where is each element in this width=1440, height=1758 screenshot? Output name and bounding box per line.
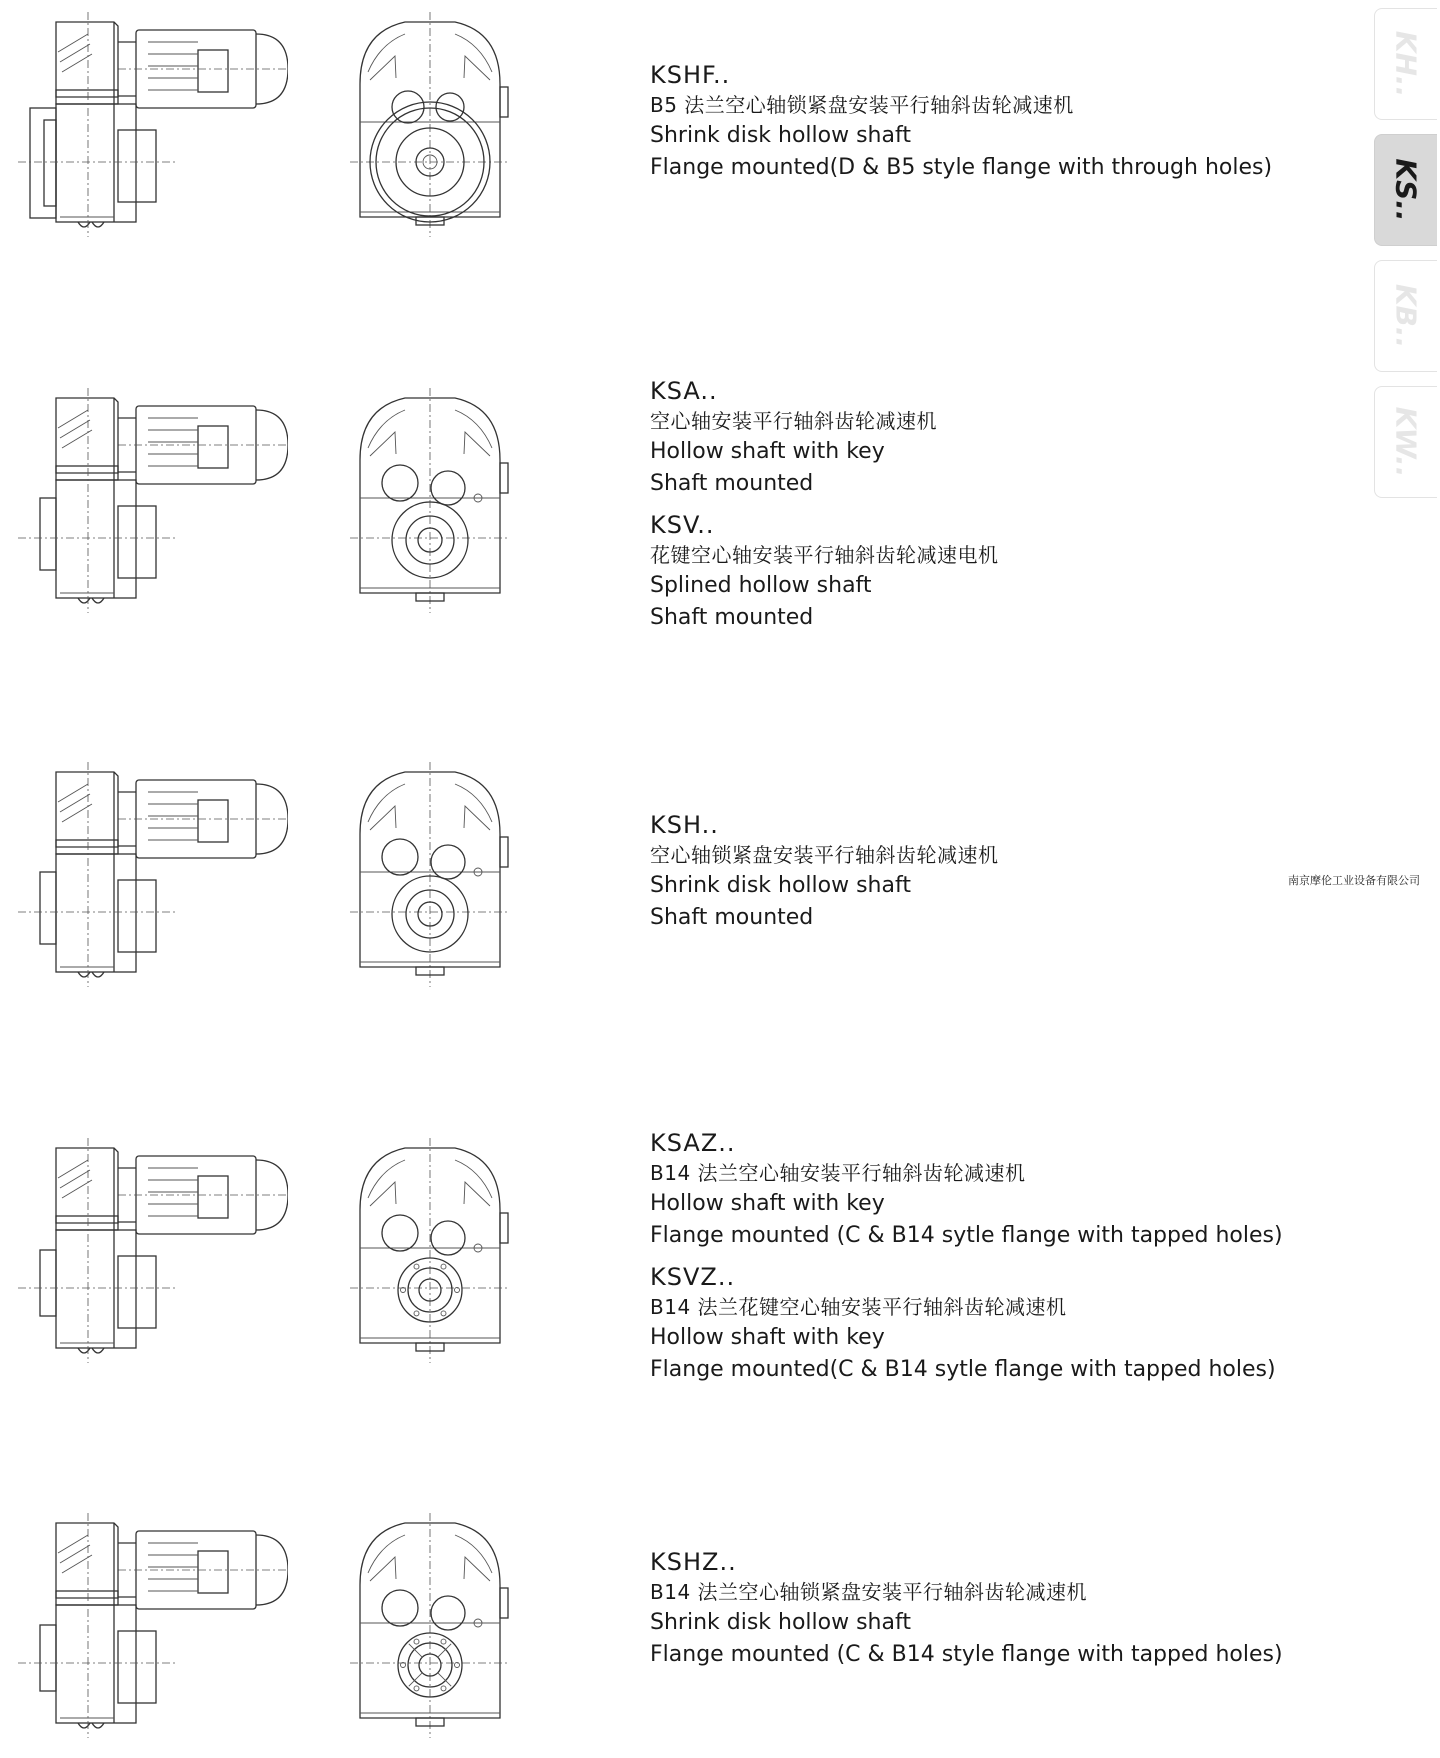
model-code: KSV.. [650,511,715,539]
product-description [650,810,999,944]
product-row-ksa-ksv [0,377,1370,630]
product-description [650,1128,1283,1396]
model-code: KSVZ.. [650,1263,736,1291]
model-shaft-type: Splined hollow shaft [650,573,872,598]
model-block [650,60,1272,184]
tab-ks[interactable]: KS.. [1374,134,1437,246]
model-shaft-type: Hollow shaft with key [650,439,885,464]
model-mounting: Flange mounted(C & B14 sytle flange with tapped holes) [650,1357,1276,1382]
model-mounting: Shaft mounted [650,605,814,630]
model-code: KSHF.. [650,61,731,89]
model-name-cn: 花键空心轴安装平行轴斜齿轮减速电机 [650,543,999,567]
model-mounting: Flange mounted (C & B14 style flange with tapped holes) [650,1642,1283,1667]
model-shaft-type: Hollow shaft with key [650,1191,885,1216]
product-row-kshz [0,1513,1370,1753]
series-tabs [1374,8,1440,512]
model-shaft-type: Shrink disk hollow shaft [650,123,911,148]
company-name: 南京摩伦工业设备有限公司 [1288,874,1420,887]
tab-kb[interactable]: KB.. [1374,260,1437,372]
model-name-cn: B14 法兰空心轴锁紧盘安装平行轴斜齿轮减速机 [650,1580,1088,1604]
model-code: KSHZ.. [650,1548,737,1576]
model-name-cn: B5 法兰空心轴锁紧盘安装平行轴斜齿轮减速机 [650,93,1074,117]
side-view-drawing [18,762,288,992]
model-mounting: Shaft mounted [650,905,814,930]
model-name-cn: B14 法兰空心轴安装平行轴斜齿轮减速机 [650,1161,1026,1185]
model-block [650,1262,1283,1386]
model-name-cn: B14 法兰花键空心轴安装平行轴斜齿轮减速机 [650,1295,1067,1319]
model-mounting: Shaft mounted [650,471,814,496]
product-row-ksaz-ksvz [0,1129,1370,1382]
model-code: KSH.. [650,811,719,839]
model-block [650,376,999,500]
product-description [650,1547,1283,1681]
front-view-drawing [350,1138,510,1368]
product-row-ksh [0,762,1370,1002]
product-row-kshf [0,12,1370,252]
side-view-drawing [18,12,288,242]
model-mounting: Flange mounted(D & B5 style flange with through holes) [650,155,1273,180]
side-view-drawing [18,1138,288,1368]
product-description [650,60,1272,194]
front-view-drawing [350,388,510,618]
model-mounting: Flange mounted (C & B14 sytle flange with tapped holes) [650,1223,1283,1248]
model-block [650,1547,1283,1671]
side-view-drawing [18,1513,288,1743]
model-shaft-type: Shrink disk hollow shaft [650,1610,911,1635]
model-shaft-type: Hollow shaft with key [650,1325,885,1350]
tab-kw[interactable]: KW.. [1374,386,1437,498]
side-view-drawing [18,388,288,618]
model-shaft-type: Shrink disk hollow shaft [650,873,911,898]
tab-kh[interactable]: KH.. [1374,8,1437,120]
model-block [650,810,999,934]
model-block [650,1128,1283,1252]
product-description [650,376,999,644]
model-code: KSAZ.. [650,1129,736,1157]
model-name-cn: 空心轴安装平行轴斜齿轮减速机 [650,409,937,433]
model-code: KSA.. [650,377,718,405]
model-block [650,510,999,634]
front-view-drawing [350,762,510,992]
front-view-drawing [350,1513,510,1743]
model-name-cn: 空心轴锁紧盘安装平行轴斜齿轮减速机 [650,843,999,867]
front-view-drawing [350,12,510,242]
